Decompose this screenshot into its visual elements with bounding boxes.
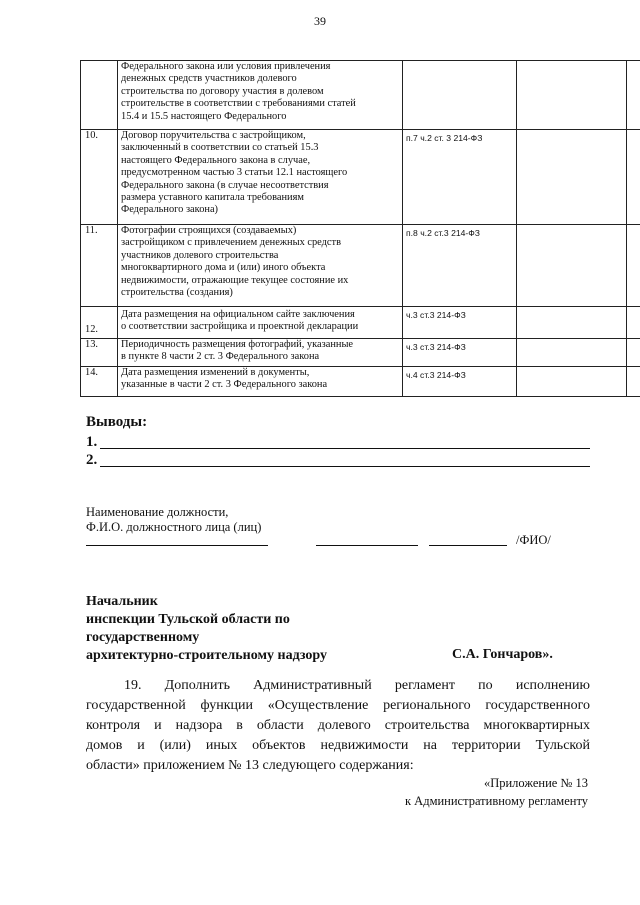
conclusion-number: 1.	[86, 434, 98, 450]
table-row	[81, 367, 640, 397]
paragraph-line: домов и (или) иных объектов недвижимости на территории Тульской	[86, 738, 590, 753]
text-line: в пункте 8 части 2 ст. 3 Федерального закона	[121, 351, 320, 363]
row-number: 14.	[81, 367, 118, 397]
text-line: Федерального закона)	[121, 204, 219, 216]
appendix-title: «Приложение № 13	[483, 776, 588, 790]
signature-rule-position	[86, 545, 268, 546]
row-text	[118, 339, 403, 367]
table-row	[81, 130, 640, 225]
table-row	[81, 61, 640, 130]
row-number: 13.	[81, 339, 118, 367]
text-line: строительстве в соответствии с требованиями статей	[121, 98, 356, 110]
text-line: о соответствии застройщика и проектной декларации	[121, 321, 359, 333]
row-number	[81, 61, 118, 130]
row-cell-empty	[627, 130, 640, 225]
text-line: строительства по договору участия в долевом	[121, 85, 324, 97]
signature-label-name: Ф.И.О. должностного лица (лиц)	[86, 520, 262, 534]
row-number: 11.	[81, 225, 118, 307]
head-title-line: архитектурно-строительному надзору	[86, 648, 327, 663]
text-line: участников долевого строительства	[121, 249, 279, 261]
conclusion-item-2	[86, 451, 590, 469]
row-text	[118, 130, 403, 225]
text-line: Дата размещения изменений в документы,	[121, 367, 310, 378]
text-line: 15.4 и 15.5 настоящего Федерального	[121, 110, 287, 122]
text-line: настоящего Федерального закона в случае,	[121, 154, 311, 166]
row-cell-empty	[627, 61, 640, 130]
text-line: Дата размещения на официальном сайте заключения	[121, 309, 355, 320]
text-line: денежных средств участников долевого	[121, 73, 297, 85]
row-reference: ч.4 ст.3 214-ФЗ	[403, 367, 517, 397]
signature-fio: /ФИО/	[516, 533, 551, 547]
row-cell-empty	[627, 339, 640, 367]
row-reference	[403, 61, 517, 130]
row-cell-empty	[517, 61, 627, 130]
row-number-text: 12.	[85, 323, 98, 335]
table-row	[81, 225, 640, 307]
conclusion-rule	[100, 466, 590, 467]
row-reference: ч.3 ст.3 214-ФЗ	[403, 339, 517, 367]
conclusion-number: 2.	[86, 452, 98, 468]
row-number	[81, 307, 118, 339]
signature-rule-signature	[316, 545, 418, 546]
row-text	[118, 367, 403, 397]
row-text	[118, 307, 403, 339]
signature-label-position: Наименование должности,	[86, 505, 229, 519]
row-cell-empty	[517, 367, 627, 397]
appendix-subtitle: к Административному регламенту	[404, 794, 588, 808]
row-cell-empty	[627, 307, 640, 339]
conclusions-title: Выводы:	[86, 414, 148, 430]
text-line: застройщиком с привлечением денежных средств	[121, 237, 341, 249]
head-title-line: государственному	[86, 630, 200, 645]
conclusion-rule	[100, 448, 590, 449]
row-text	[118, 225, 403, 307]
table-row	[81, 307, 640, 339]
row-cell-empty	[627, 225, 640, 307]
text-line: заключенный в соответствии со статьей 15.3	[121, 142, 319, 154]
requirements-table	[80, 60, 640, 397]
head-title-line: Начальник	[86, 594, 158, 609]
text-line: строительства (создания)	[121, 287, 233, 299]
head-title-block	[86, 593, 327, 665]
head-title-line: инспекции Тульской области по	[86, 612, 290, 627]
row-reference: п.7 ч.2 ст. 3 214-ФЗ	[403, 130, 517, 225]
text-line: указанные в части 2 ст. 3 Федерального закона	[121, 379, 328, 391]
paragraph-line: области» приложением № 13 следующего содержания:	[86, 758, 414, 773]
text-line: Договор поручительства с застройщиком,	[121, 130, 306, 141]
text-line: Федерального закона (в случае несоответствия	[121, 179, 329, 191]
row-number: 10.	[81, 130, 118, 225]
paragraph-line: 19. Дополнить Административный регламент по исполнению	[124, 678, 590, 693]
row-cell-empty	[517, 130, 627, 225]
row-cell-empty	[627, 367, 640, 397]
row-cell-empty	[517, 339, 627, 367]
signature-rule-fio	[429, 545, 507, 546]
row-text	[118, 61, 403, 130]
text-line: недвижимости, отражающие текущее состояние их	[121, 274, 349, 286]
paragraph-line: государственной функции «Осуществление регионального государственного	[86, 698, 590, 713]
text-line: Федерального закона или условия привлечения	[121, 61, 331, 72]
text-line: размера уставного капитала требованиям	[121, 192, 304, 204]
text-line: Фотографии строящихся (создаваемых)	[121, 225, 297, 236]
text-line: Периодичность размещения фотографий, указанные	[121, 339, 354, 350]
table-row	[81, 339, 640, 367]
row-reference: ч.3 ст.3 214-ФЗ	[403, 307, 517, 339]
row-reference: п.8 ч.2 ст.3 214-ФЗ	[403, 225, 517, 307]
row-cell-empty	[517, 307, 627, 339]
text-line: многоквартирного дома и (или) иного объекта	[121, 262, 326, 274]
paragraph-line: контроля и надзора в области долевого строительства многоквартирных	[86, 718, 590, 733]
page-number: 39	[314, 14, 326, 28]
head-name: С.А. Гончаров».	[452, 647, 553, 662]
row-cell-empty	[517, 225, 627, 307]
conclusion-item-1	[86, 433, 590, 451]
text-line: предусмотренном частью 3 статьи 12.1 настоящего	[121, 167, 348, 179]
